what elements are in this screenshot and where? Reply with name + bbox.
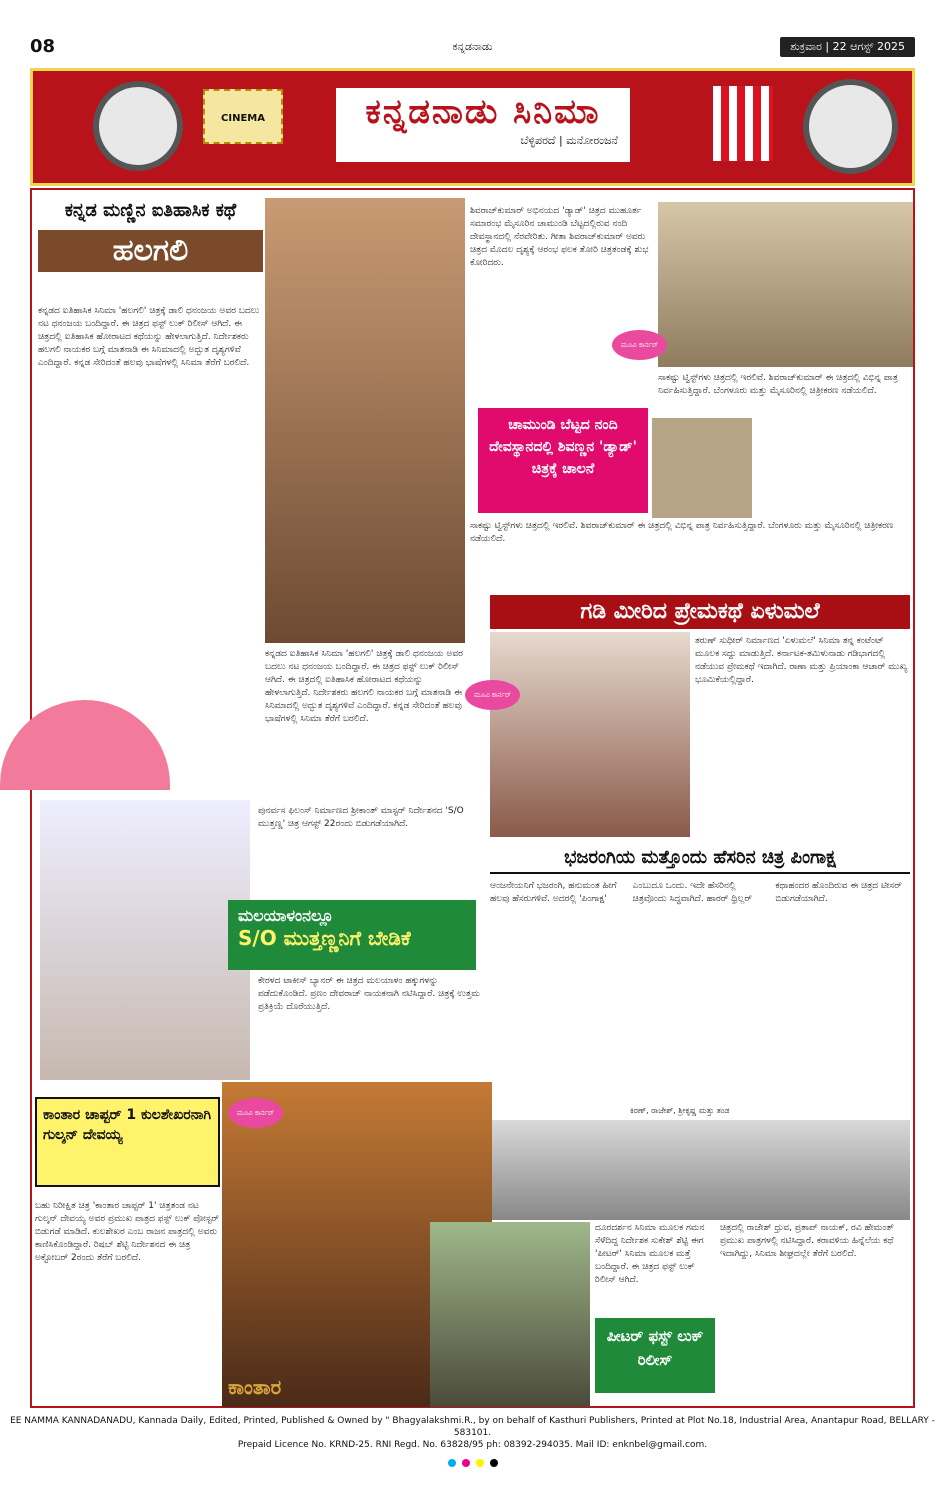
som-headline-2: S/O ಮುತ್ತಣ್ಣನಿಗೆ ಬೇಡಿಕೆ [238,926,411,950]
halagali-body-cont: ಕನ್ನಡದ ಐತಿಹಾಸಿಕ ಸಿನಿಮಾ 'ಹಲಗಲಿ' ಚಿತ್ರಕ್ಕೆ ಡಾಲಿ ಧನಂಜಯ ಅವರ ಬದಲು ನಟ ಧನಂಜಯ ಬಂದಿದ್ದಾರೆ. ಈ ಚಿತ್ರದ ಫಸ್ಟ್ ಲುಕ್ ರಿಲೀಸ್ ಆಗಿದೆ. ಈ ಚಿತ್ರದಲ್ಲಿ ಐತಿಹಾಸಿಕ ಹೋರಾಟದ ಕಥೆಯನ್ನು ಹೇಳಲಾಗುತ್ತಿದೆ. ನಿರ್ದೇಶಕರು ಹಲಗಲಿ ನಾಯಕರ ಬಗ್ಗೆ ಮಾತನಾಡಿ ಈ ಸಿನಿಮಾದಲ್ಲಿ ಅದ್ಭುತ ದೃಶ್ಯಗಳಿವೆ ಎಂದಿದ್ದಾರೆ. ಕನ್ನಡ ಸೇರಿದಂತೆ ಹಲವು ಭಾಷೆಗಳಲ್ಲಿ ಸಿನಿಮಾ ತೆರೆಗೆ ಬರಲಿದೆ. [265,649,463,724]
banner-title-box [333,85,633,165]
masthead-bar [30,36,915,58]
pingaksha-headline: ಭಜರಂಗಿಯ ಮತ್ತೊಂದು ಹೆಸರಿನ ಚಿತ್ರ ಪಿಂಗಾಕ್ಷ [490,842,910,874]
halagali-title: ಹಲಗಲಿ [38,230,263,272]
halagali-header [38,200,263,300]
halagali-body: ಕನ್ನಡದ ಐತಿಹಾಸಿಕ ಸಿನಿಮಾ 'ಹಲಗಲಿ' ಚಿತ್ರಕ್ಕೆ ಡಾಲಿ ಧನಂಜಯ ಅವರ ಬದಲು ನಟ ಧನಂಜಯ ಬಂದಿದ್ದಾರೆ. ಈ ಚಿತ್ರದ ಫಸ್ಟ್ ಲುಕ್ ರಿಲೀಸ್ ಆಗಿದೆ. ಈ ಚಿತ್ರದಲ್ಲಿ ಐತಿಹಾಸಿಕ ಹೋರಾಟದ ಕಥೆಯನ್ನು ಹೇಳಲಾಗುತ್ತಿದೆ. ನಿರ್ದೇಶಕರು ಹಲಗಲಿ ನಾಯಕರ ಬಗ್ಗೆ ಮಾತನಾಡಿ ಈ ಸಿನಿಮಾದಲ್ಲಿ ಅದ್ಭುತ ದೃಶ್ಯಗಳಿವೆ ಎಂದಿದ್ದಾರೆ. ಕನ್ನಡ ಸೇರಿದಂತೆ ಹಲವು ಭಾಷೆಗಳಲ್ಲಿ ಸಿನಿಮಾ ತೆರೆಗೆ ಬರಲಿದೆ. [38,306,260,368]
imprint-footer [0,1415,945,1471]
som-body: ಕೇರಳದ ಟಾಕೀಸ್ ಬ್ಯಾನರ್ ಈ ಚಿತ್ರದ ಮಲಯಾಳಂ ಹಕ್ಕುಗಳನ್ನು ಪಡೆದುಕೊಂಡಿದೆ. ಪ್ರಣಂ ದೇವರಾಜ್ ನಾಯಕನಾಗಿ ನಟಿಸಿದ್ದಾರೆ. ಚಿತ್ರಕ್ಕೆ ಉತ್ತಮ ಪ್ರತಿಕ್ರಿಯೆ ದೊರೆಯುತ್ತಿದೆ. [258,976,480,1012]
som-intro: ಪುನರ್ವಸ ಫಿಲಂಸ್ ನಿರ್ಮಾಣದ ಶ್ರೀಕಾಂತ್ ಮಾಸ್ಟರ್ ನಿರ್ದೇಶನದ 'S/O ಮುತ್ತಣ್ಣ' ಚಿತ್ರ ಆಗಸ್ಟ್ 22ರಂದು ಬಿಡುಗಡೆಯಾಗಿದೆ. [258,806,464,829]
movie-corner-badge: ಮೂವಿ ಕಾರ್ನರ್ [612,330,667,360]
kantara-headline: ಕಾಂತಾರ ಚಾಪ್ಟರ್ 1 ಕುಲಶೇಖರನಾಗಿ ಗುಲ್ಶನ್ ದೇವಯ್ಯ [35,1097,220,1187]
kantara-logo: ಕಾಂತಾರ [228,1375,282,1399]
peter-body: ದೂರದರ್ಶನ ಸಿನಿಮಾ ಮೂಲಕ ಗಮನ ಸೆಳೆದಿದ್ದ ನಿರ್ದೇಶಕ ಸುಕೇಶ್ ಶೆಟ್ಟಿ ಈಗ 'ಪೀಟರ್' ಸಿನಿಮಾ ಮೂಲಕ ಮತ್ತೆ ಬಂದಿದ್ದಾರೆ. ಈ ಚಿತ್ರದ ಫಸ್ಟ್ ಲುಕ್ ರಿಲೀಸ್ ಆಗಿದೆ. [595,1223,705,1285]
film-reel-icon [803,79,898,174]
date-badge: ಶುಕ್ರವಾರ | 22 ಆಗಸ್ಟ್ 2025 [780,37,915,57]
kantara-body: ಬಹು ನಿರೀಕ್ಷಿತ ಚಿತ್ರ 'ಕಾಂತಾರ ಚಾಪ್ಟರ್ 1' ಚಿತ್ರತಂಡ ನಟ ಗುಲ್ಶನ್ ದೇವಯ್ಯ ಅವರ ಪ್ರಮುಖ ಪಾತ್ರದ ಫಸ್ಟ್ ಲುಕ್ ಪೋಸ್ಟರ್ ಬಿಡುಗಡೆ ಮಾಡಿದೆ. ಕುಲಶೇಖರ ಎಂಬ ರಾಜನ ಪಾತ್ರದಲ್ಲಿ ಅವರು ಕಾಣಿಸಿಕೊಂಡಿದ್ದಾರೆ. ರಿಷಬ್ ಶೆಟ್ಟಿ ನಿರ್ದೇಶನದ ಈ ಚಿತ್ರ ಅಕ್ಟೋಬರ್ 2ರಂದು ತೆರೆಗೆ ಬರಲಿದೆ. [35,1201,220,1263]
dad-body-top: ಶಿವರಾಜ್‌ಕುಮಾರ್ ಅಭಿನಯದ 'ಡ್ಯಾಡ್' ಚಿತ್ರದ ಮುಹೂರ್ತ ಸಮಾರಂಭ ಮೈಸೂರಿನ ಚಾಮುಂಡಿ ಬೆಟ್ಟದಲ್ಲಿರುವ ನಂದಿ ದೇವಸ್ಥಾನದಲ್ಲಿ ನೆರವೇರಿತು. ಗೀತಾ ಶಿವರಾಜ್‌ಕುಮಾರ್ ಅವರು ಚಿತ್ರದ ಮೊದಲ ದೃಶ್ಯಕ್ಕೆ ಆರಂಭ ಫಲಕ ತೋರಿ ಚಿತ್ರತಂಡಕ್ಕೆ ಶುಭ ಕೋರಿದರು. [470,206,649,268]
elumale-still [490,632,690,837]
pingaksha-body: ಆಂಜನೇಯನಿಗೆ ಭಜರಂಗಿ, ಹನುಮಂತ ಹೀಗೆ ಹಲವು ಹೆಸರುಗಳಿವೆ. ಅದರಲ್ಲಿ 'ಪಿಂಗಾಕ್ಷ' ಎಂಬುದೂ ಒಂದು. ಇದೇ ಹೆಸರಿನಲ್ಲಿ ಚಿತ್ರವೊಂದು ಸಿದ್ಧವಾಗಿದೆ. ಹಾರರ್ ಥ್ರಿಲ್ಲರ್ ಕಥಾಹಂದರ ಹೊಂದಿರುವ ಈ ಚಿತ್ರದ ಟೀಸರ್ ಬಿಡುಗಡೆಯಾಗಿದೆ. [490,881,902,904]
peter-body-right: ಚಿತ್ರದಲ್ಲಿ ರಾಜೇಶ್ ಧ್ರುವ, ಪ್ರತಾಪ್ ನಾಯಕ್, ರವಿ ಹೇಮಂತ್ ಪ್ರಮುಖ ಪಾತ್ರಗಳಲ್ಲಿ ನಟಿಸಿದ್ದಾರೆ. ಕರಾವಳಿಯ ಹಿನ್ನೆಲೆಯ ಕಥೆ ಇದಾಗಿದ್ದು, ಸಿನಿಮಾ ಶೀಘ್ರದಲ್ಲೇ ತೆರೆಗೆ ಬರಲಿದೆ. [720,1223,894,1259]
som-headline-box [228,900,476,970]
movie-corner-badge: ಮೂವಿ ಕಾರ್ನರ್ [465,680,520,710]
dad-body-bottom: ಸಾಕಷ್ಟು ಟ್ವಿಸ್ಟ್‌ಗಳು ಚಿತ್ರದಲ್ಲಿ ಇರಲಿವೆ. ಶಿವರಾಜ್‌ಕುಮಾರ್ ಈ ಚಿತ್ರದಲ್ಲಿ ವಿಭಿನ್ನ ಪಾತ್ರ ನಿರ್ವಹಿಸುತ್ತಿದ್ದಾರೆ. ಬೆಂಗಳೂರು ಮತ್ತು ಮೈಸೂರಿನಲ್ಲಿ ಚಿತ್ರೀಕರಣ ನಡೆಯಲಿದೆ. [658,373,898,396]
banner-subtitle: ಬೆಳ್ಳಿಪರದೆ | ಮನೋರಂಜನೆ [520,134,618,147]
page-number: 08 [30,36,56,57]
popcorn-icon [713,86,773,161]
peter-poster [430,1222,590,1407]
shivanna-photo [652,418,752,518]
elumale-body: ತರುಣ್ ಸುಧೀರ್ ನಿರ್ಮಾಣದ 'ಏಳುಮಲೆ' ಸಿನಿಮಾ ತನ್ನ ಕಂಟೆಂಟ್ ಮೂಲಕ ಸದ್ದು ಮಾಡುತ್ತಿದೆ. ಕರ್ನಾಟಕ-ತಮಿಳುನಾಡು ಗಡಿಭಾಗದಲ್ಲಿ ನಡೆಯುವ ಪ್ರೇಮಕಥೆ ಇದಾಗಿದೆ. ರಾಣಾ ಮತ್ತು ಪ್ರಿಯಾಂಕಾ ಆಚಾರ್ ಮುಖ್ಯ ಭೂಮಿಕೆಯಲ್ಲಿದ್ದಾರೆ. [695,636,908,685]
som-still [40,800,250,1080]
halagali-kicker: ಕನ್ನಡ ಮಣ್ಣಿನ ಐತಿಹಾಸಿಕ ಕಥೆ [64,200,237,221]
film-reel-icon [93,81,183,171]
imprint-line-1: EE NAMMA KANNADANADU, Kannada Daily, Edited, Printed, Published & Owned by " Bhagyalakshmi.R., by on behalf of Kasthuri Publishers, Printed at Plot No.18, Industrial Area, Anantapur Road, BELLARY - 583101. [10,1416,935,1438]
paper-name: ಕನ್ನಡನಾಡು [452,40,493,53]
movie-corner-badge: ಮೂವಿ ಕಾರ್ನರ್ [228,1098,283,1128]
peter-headline: ಪೀಟರ್ ಫಸ್ಟ್ ಲುಕ್ ರಿಲೀಸ್ [595,1318,715,1393]
dad-launch-photo [658,202,913,367]
banner-title: ಕನ್ನಡನಾಡು ಸಿನಿಮಾ [365,92,601,132]
dad-body-more: ಸಾಕಷ್ಟು ಟ್ವಿಸ್ಟ್‌ಗಳು ಚಿತ್ರದಲ್ಲಿ ಇರಲಿವೆ. ಶಿವರಾಜ್‌ಕುಮಾರ್ ಈ ಚಿತ್ರದಲ್ಲಿ ವಿಭಿನ್ನ ಪಾತ್ರ ನಿರ್ವಹಿಸುತ್ತಿದ್ದಾರೆ. ಬೆಂಗಳೂರು ಮತ್ತು ಮೈಸೂರಿನಲ್ಲಿ ಚಿತ್ರೀಕರಣ ನಡೆಯಲಿದೆ. [470,521,894,544]
imprint-line-2: Prepaid Licence No. KRND-25. RNI Regd. No. 63828/95 ph: 08392-294035. Mail ID: enknbel@gmail.com. [237,1440,708,1450]
cinema-ticket-icon: CINEMA [203,89,283,144]
section-banner [30,68,915,186]
registration-dots [0,1459,945,1471]
pingaksha-team-photo [490,1120,910,1220]
dad-headline: ಚಾಮುಂಡಿ ಬೆಟ್ಟದ ನಂದಿ ದೇವಸ್ಥಾನದಲ್ಲಿ ಶಿವಣ್ಣನ 'ಡ್ಯಾಡ್' ಚಿತ್ರಕ್ಕೆ ಚಾಲನೆ [478,408,648,513]
elumale-headline: ಗಡಿ ಮೀರಿದ ಪ್ರೇಮಕಥೆ ಏಳುಮಲೆ [490,595,910,629]
halagali-poster [265,198,465,643]
som-headline-1: ಮಲಯಾಳಂನಲ್ಲೂ [238,906,334,925]
pingaksha-caption: ಕಿರಣ್, ರಾಜೇಶ್, ಶ್ರೀಕೃಷ್ಣ ಮತ್ತು ತಂಡ [630,1106,730,1115]
